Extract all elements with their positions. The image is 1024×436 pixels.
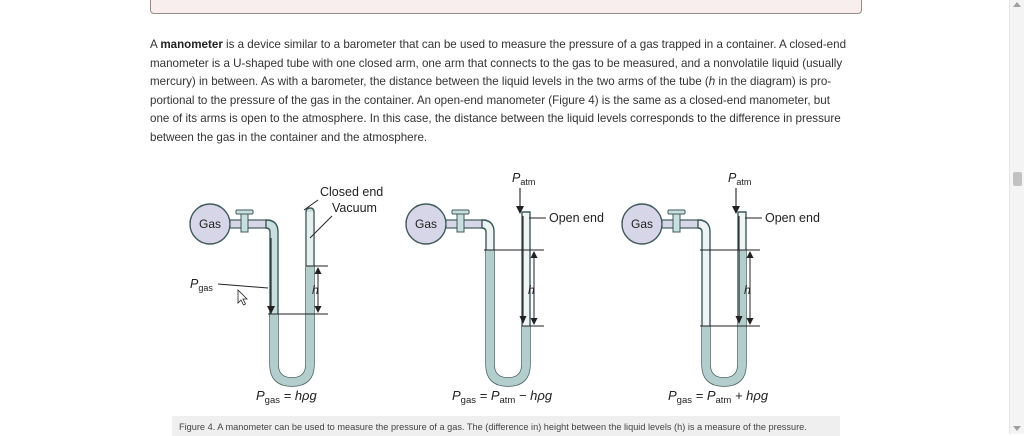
para-line-1: A manometer is a device similar to a barometer that can be used to measure the pressure of a gas trapped in a container. A closed-end: [150, 38, 847, 51]
h-arrowhead-down: [531, 318, 538, 325]
gas-label: Gas: [630, 217, 654, 231]
para-line-1-rest: is a device similar to a barometer that can be used to measure the pressure of a gas trapped in a container. A closed-end: [222, 38, 847, 51]
gas-pipe: [446, 220, 486, 228]
para-line-4: portional to the pressure of the gas in the container. An open-end manometer (Figure 4) is the same as a closed-end manometer, but: [150, 93, 830, 107]
h-arrowhead-up: [315, 267, 322, 274]
open-end-manometer-higher: [622, 171, 820, 406]
open-end-label: Open end: [549, 211, 604, 225]
previous-content-box: [150, 0, 862, 14]
h-arrowhead-down: [747, 318, 754, 325]
cursor-icon: [238, 290, 247, 305]
manometer-figure: [150, 168, 870, 414]
h-arrowhead-down: [315, 306, 322, 313]
scroll-thumb[interactable]: [1013, 172, 1022, 186]
para-line-2: manometer is a U-shaped tube with one closed arm, one arm that connects to the gas to be measured, and a nonvolatile liquid (usually: [150, 56, 843, 70]
vacuum-region: [307, 212, 313, 266]
equation-3: $P_{gas} = P_{atm} + h\rho g$: [668, 388, 769, 406]
patm-label: $P_{atm}$: [512, 171, 536, 187]
pgas-label: $P_{gas}$: [190, 277, 213, 293]
gas-pipe: [230, 220, 270, 228]
patm-label: $P_{atm}$: [728, 171, 752, 187]
manometer-paragraph: [150, 36, 866, 148]
scroll-down-arrow-icon[interactable]: [1013, 426, 1021, 431]
para-line-3: mercury) in between. As with a barometer, the distance between the liquid levels in the two arms of the tube (h in the diagram) is pro-: [150, 75, 832, 89]
open-end-label: Open end: [765, 211, 820, 225]
para-line-6: between the gas in the container and the atmosphere.: [150, 130, 428, 144]
closed-end-label: Closed end: [320, 185, 384, 199]
h-arrowhead-up: [531, 251, 538, 258]
gas-label: Gas: [198, 217, 222, 231]
open-end-manometer-lower: [406, 171, 604, 406]
equation-1: $P_{gas} = h\rho g$: [256, 388, 317, 406]
bold-term: manometer: [160, 38, 223, 51]
scroll-up-arrow-icon[interactable]: [1013, 2, 1021, 7]
vertical-scrollbar[interactable]: [1009, 0, 1024, 434]
h-label: h: [744, 283, 751, 297]
vacuum-label: Vacuum: [332, 201, 377, 215]
pgas-pointer: [218, 284, 268, 288]
equation-2: $P_{gas} = P_{atm} - h\rho g$: [452, 388, 553, 406]
closed-end-manometer: [190, 185, 383, 406]
gas-pipe: [662, 220, 702, 228]
h-label: h: [528, 283, 535, 297]
figure-caption: Figure 4. A manometer can be used to measure the pressure of a gas. The (difference in) height between the liquid levels (h) is a measure of the pressure.: [172, 416, 840, 436]
h-arrowhead-up: [747, 251, 754, 258]
para-line-5: one of its arms is open to the atmosphere. In this case, the distance between the liquid levels corresponds to the difference in pressure: [150, 112, 841, 126]
gas-label: Gas: [414, 217, 438, 231]
h-label: h: [312, 283, 319, 297]
